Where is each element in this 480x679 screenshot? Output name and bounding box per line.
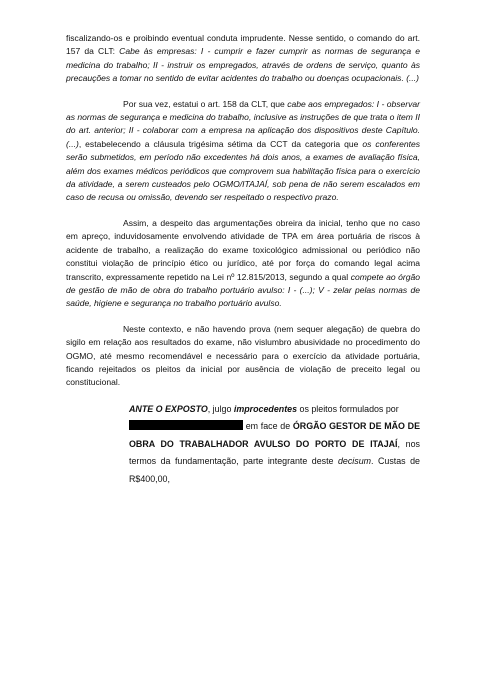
paragraph-text: , estabelecendo a cláusula trigésima sétima da CCT da categoria que bbox=[78, 138, 363, 149]
paragraph-text: , julgo bbox=[207, 403, 234, 414]
paragraph-text: Neste contexto, e não havendo prova (nem sequer alegação) de quebra do sigilo em relação aos resultados do exame, não vislumbro abusividade no procedimento do OGMO, até mesmo recomendável e necessário para o exercício da atividade portuária, ficando rejeitados os pleitos da inicial por ausência de violação de preceito legal ou constitucional. bbox=[66, 323, 420, 388]
paragraph-text: , nos termos da fundamentação, parte integrante deste bbox=[129, 438, 420, 467]
verdict-text: improcedentes bbox=[233, 403, 298, 414]
paragraph-text: os pleitos formulados por bbox=[297, 403, 399, 414]
paragraph-text: Assim, a despeito das argumentações obreira da inicial, tenho que no caso em apreço, induvidosamente envolvendo atividade de TPA em área portuária de riscos à acidente de trabalho, a realização do exame toxicológico admissional ou periódico não constitui violação de princípio ético ou jurídico, até por força do comando legal acima transcrito, expressamente repetido na Lei nº 12.815/2013, segundo a qual bbox=[66, 217, 420, 282]
paragraph-text: em face de bbox=[243, 421, 293, 432]
paragraph-art-158 bbox=[66, 98, 420, 205]
paragraph-art-157 bbox=[66, 32, 420, 86]
defendant-party-name: ÓRGÃO GESTOR DE MÃO DE OBRA DO TRABALHADOR AVULSO DO PORTO DE ITAJAÍ bbox=[129, 421, 420, 449]
decisum-term: decisum bbox=[337, 456, 372, 467]
paragraph-context bbox=[66, 323, 420, 390]
paragraph-text: . Custas de R$400,00, bbox=[129, 456, 420, 484]
document-page bbox=[66, 32, 420, 488]
redacted-name-block bbox=[129, 420, 243, 430]
paragraph-text: fiscalizando-os e proibindo eventual conduta imprudente. Nesse sentido, o comando do art. 157 da CLT: bbox=[66, 33, 420, 57]
legal-quote-cct-clause: os conferentes serão submetidos, em período não excedentes há dois anos, a exames de avaliação física, além dos exames médicos periódicos que comprovem sua habilitação física para o exercício da atividade, a serem custeados pelo OGMO/ITAJAÍ, sob pena de não serem escalados em caso de recusa ou omissão, devendo ser respeitado o respectivo prazo. bbox=[66, 138, 420, 203]
legal-quote-art-158: cabe aos empregados: I - observar as normas de segurança e medicina do trabalho, inclusive as instruções de que trata o item II do art. anterior; II - colaborar com a empresa na aplicação dos dispositivos deste Capítulo. (...) bbox=[66, 98, 420, 149]
legal-quote-law-12815: compete ao órgão de gestão de mão de obra do trabalho portuário avulso: I - (...); V - zelar pelas normas de saúde, higiene e segurança no trabalho portuário avulso. bbox=[66, 271, 420, 309]
conclusion-lead: ANTE O EXPOSTO bbox=[129, 403, 208, 414]
paragraph-text: Por sua vez, estatui o art. 158 da CLT, que bbox=[123, 98, 288, 109]
paragraph-conclusion bbox=[129, 401, 420, 489]
legal-quote-art-157: Cabe às empresas: I - cumprir e fazer cumprir as normas de segurança e medicina do trabalho; II - instruir os empregados, através de ordens de serviço, quanto às precauções a tomar no sentido de evitar acidentes do trabalho ou doenças ocupacionais. (...) bbox=[66, 46, 420, 84]
paragraph-analysis bbox=[66, 217, 420, 311]
